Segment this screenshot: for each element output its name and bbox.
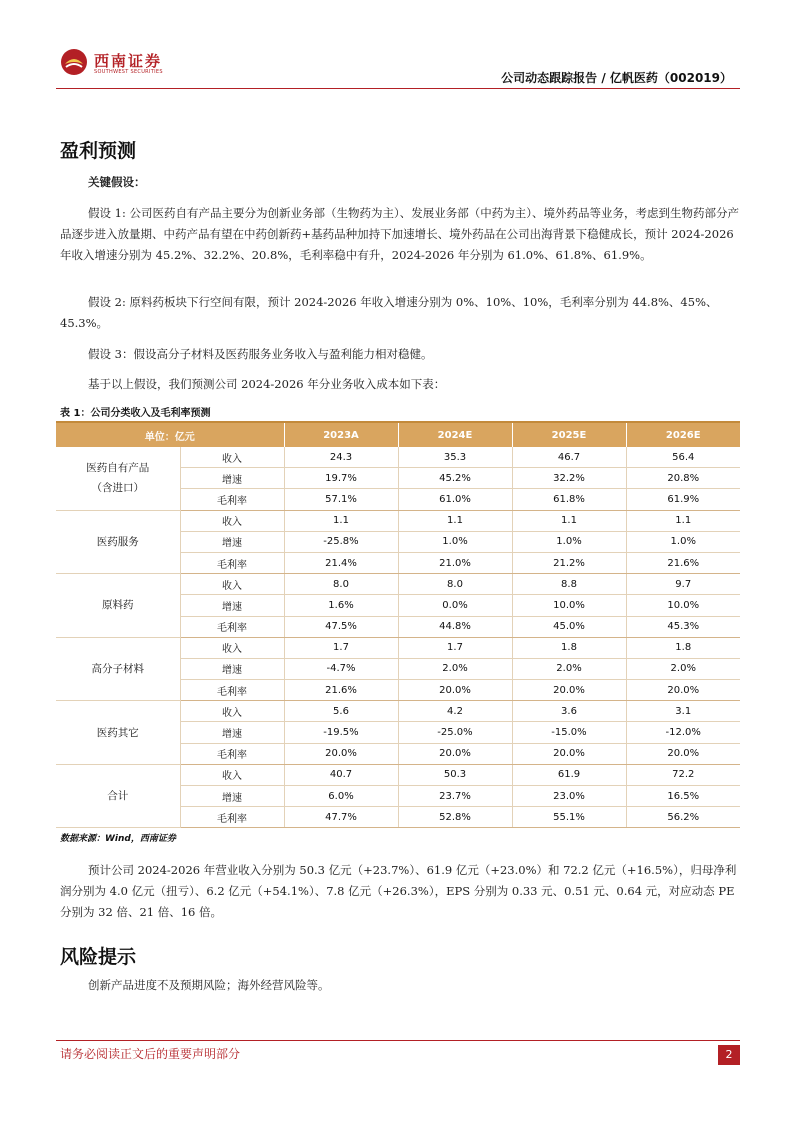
value-cell: 45.0% <box>512 616 626 637</box>
page-header <box>0 0 794 90</box>
table-body <box>56 447 740 828</box>
logo-english-name: SOUTHWEST SECURITIES <box>94 69 163 75</box>
value-cell: -25.0% <box>398 722 512 743</box>
value-cell: 32.2% <box>512 468 626 489</box>
metric-label: 毛利率 <box>180 489 284 510</box>
data-source: 数据来源：Wind，西南证券 <box>60 834 176 844</box>
value-cell: 9.7 <box>626 574 740 595</box>
value-cell: 56.4 <box>626 447 740 468</box>
assumption-2: 假设 2: 原料药板块下行空间有限，预计 2024-2026 年收入增速分别为 0%、10%、10%，毛利率分别为 44.8%、45%、45.3%。 <box>60 295 718 330</box>
value-cell: 2.0% <box>626 658 740 679</box>
metric-label: 收入 <box>180 447 284 468</box>
value-cell: 8.0 <box>284 574 398 595</box>
table-row <box>56 701 740 722</box>
value-cell: 1.8 <box>626 637 740 658</box>
metric-label: 收入 <box>180 574 284 595</box>
value-cell: 23.7% <box>398 786 512 807</box>
value-cell: 20.0% <box>284 743 398 764</box>
value-cell: 20.0% <box>512 743 626 764</box>
metric-label: 增速 <box>180 722 284 743</box>
value-cell: 21.0% <box>398 552 512 573</box>
value-cell: 1.1 <box>398 510 512 531</box>
year-header: 2026E <box>626 423 740 447</box>
value-cell: 16.5% <box>626 786 740 807</box>
value-cell: -25.8% <box>284 531 398 552</box>
value-cell: 1.1 <box>284 510 398 531</box>
value-cell: 8.0 <box>398 574 512 595</box>
value-cell: 44.8% <box>398 616 512 637</box>
value-cell: 40.7 <box>284 764 398 785</box>
value-cell: 46.7 <box>512 447 626 468</box>
value-cell: 20.0% <box>398 680 512 701</box>
value-cell: 1.0% <box>512 531 626 552</box>
metric-label: 毛利率 <box>180 743 284 764</box>
value-cell: 0.0% <box>398 595 512 616</box>
metric-label: 毛利率 <box>180 616 284 637</box>
segment-name: 高分子材料 <box>56 637 180 701</box>
table-caption: 表 1：公司分类收入及毛利率预测 <box>60 408 211 419</box>
value-cell: 19.7% <box>284 468 398 489</box>
value-cell: 61.9 <box>512 764 626 785</box>
value-cell: 61.9% <box>626 489 740 510</box>
value-cell: 72.2 <box>626 764 740 785</box>
value-cell: 21.6% <box>284 680 398 701</box>
assumption-3: 假设 3：假设高分子材料及医药服务业务收入与盈利能力相对稳健。 <box>88 347 433 361</box>
segment-name: 医药其它 <box>56 701 180 765</box>
value-cell: 21.4% <box>284 552 398 573</box>
value-cell: 2.0% <box>398 658 512 679</box>
table-row <box>56 574 740 595</box>
value-cell: 55.1% <box>512 807 626 828</box>
value-cell: 21.6% <box>626 552 740 573</box>
value-cell: 2.0% <box>512 658 626 679</box>
metric-label: 增速 <box>180 531 284 552</box>
value-cell: -12.0% <box>626 722 740 743</box>
value-cell: 20.0% <box>512 680 626 701</box>
value-cell: 1.0% <box>626 531 740 552</box>
metric-label: 毛利率 <box>180 807 284 828</box>
value-cell: 21.2% <box>512 552 626 573</box>
value-cell: 52.8% <box>398 807 512 828</box>
logo-emblem-icon <box>60 48 88 76</box>
value-cell: 6.0% <box>284 786 398 807</box>
risk-text: 创新产品进度不及预期风险；海外经营风险等。 <box>88 978 330 992</box>
logo-chinese-name: 西南证券 <box>94 52 163 70</box>
value-cell: 1.1 <box>512 510 626 531</box>
profit-forecast-heading: 盈利预测 <box>60 140 137 162</box>
segment-name: 合计 <box>56 764 180 828</box>
metric-label: 增速 <box>180 468 284 489</box>
table-row <box>56 764 740 785</box>
forecast-lead-in: 基于以上假设，我们预测公司 2024-2026 年分业务收入成本如下表： <box>88 377 446 391</box>
metric-label: 收入 <box>180 637 284 658</box>
value-cell: 23.0% <box>512 786 626 807</box>
segment-name: 医药服务 <box>56 510 180 574</box>
value-cell: -4.7% <box>284 658 398 679</box>
value-cell: 56.2% <box>626 807 740 828</box>
assumption-1: 假设 1: 公司医药自有产品主要分为创新业务部（生物药为主）、发展业务部（中药为主）、境外药品等业务，考虑到生物药部分产品逐步进入放量期、中药产品有望在中药创新药+基药品种加持下加速增长、境外药品在公司出海背景下稳健成长，预计 2024-2026 年收入增速分别为 45.2%、32.2%、20.8%，毛利率稳中有升，2024-2026 年分别为 61.0%、61.8%、61.9%。 <box>60 206 739 262</box>
page-number: 2 <box>718 1045 740 1065</box>
value-cell: 4.2 <box>398 701 512 722</box>
forecast-summary: 预计公司 2024-2026 年营业收入分别为 50.3 亿元（+23.7%）、61.9 亿元（+23.0%）和 72.2 亿元（+16.5%），归母净利润分别为 4.0 亿元（扭亏）、6.2 亿元（+54.1%）、7.8 亿元（+26.3%），EPS 分别为 0.33 元、0.51 元、0.64 元，对应动态 PE 分别为 32 倍、21 倍、16 倍。 <box>60 863 737 919</box>
value-cell: 10.0% <box>512 595 626 616</box>
segment-name: 医药自有产品 （含进口） <box>56 447 180 510</box>
metric-label: 增速 <box>180 786 284 807</box>
value-cell: 35.3 <box>398 447 512 468</box>
value-cell: 61.0% <box>398 489 512 510</box>
segment-name: 原料药 <box>56 574 180 638</box>
value-cell: 24.3 <box>284 447 398 468</box>
metric-label: 毛利率 <box>180 552 284 573</box>
value-cell: 45.3% <box>626 616 740 637</box>
unit-header: 单位：亿元 <box>56 423 284 447</box>
value-cell: 1.7 <box>284 637 398 658</box>
forecast-table <box>56 423 740 828</box>
key-assumptions-label: 关键假设： <box>88 175 146 189</box>
value-cell: 1.1 <box>626 510 740 531</box>
value-cell: -19.5% <box>284 722 398 743</box>
metric-label: 收入 <box>180 701 284 722</box>
forecast-table-wrapper <box>56 421 740 828</box>
value-cell: 47.5% <box>284 616 398 637</box>
year-header: 2025E <box>512 423 626 447</box>
value-cell: 1.8 <box>512 637 626 658</box>
value-cell: 47.7% <box>284 807 398 828</box>
value-cell: 61.8% <box>512 489 626 510</box>
header-divider <box>56 88 740 89</box>
footer-divider <box>56 1040 740 1041</box>
value-cell: 50.3 <box>398 764 512 785</box>
value-cell: 20.0% <box>626 680 740 701</box>
metric-label: 毛利率 <box>180 680 284 701</box>
metric-label: 收入 <box>180 764 284 785</box>
metric-label: 增速 <box>180 595 284 616</box>
value-cell: 8.8 <box>512 574 626 595</box>
table-header-row <box>56 423 740 447</box>
value-cell: 3.1 <box>626 701 740 722</box>
risk-heading: 风险提示 <box>60 946 137 968</box>
metric-label: 收入 <box>180 510 284 531</box>
value-cell: 20.0% <box>398 743 512 764</box>
report-title: 公司动态跟踪报告 / 亿帆医药（002019） <box>501 71 732 85</box>
table-row <box>56 447 740 468</box>
value-cell: 3.6 <box>512 701 626 722</box>
footer-disclaimer: 请务必阅读正文后的重要声明部分 <box>60 1047 241 1061</box>
year-header: 2024E <box>398 423 512 447</box>
table-row <box>56 510 740 531</box>
year-header: 2023A <box>284 423 398 447</box>
value-cell: -15.0% <box>512 722 626 743</box>
value-cell: 57.1% <box>284 489 398 510</box>
value-cell: 1.6% <box>284 595 398 616</box>
value-cell: 1.0% <box>398 531 512 552</box>
value-cell: 20.8% <box>626 468 740 489</box>
company-logo <box>60 48 170 80</box>
value-cell: 45.2% <box>398 468 512 489</box>
value-cell: 5.6 <box>284 701 398 722</box>
value-cell: 1.7 <box>398 637 512 658</box>
value-cell: 20.0% <box>626 743 740 764</box>
metric-label: 增速 <box>180 658 284 679</box>
value-cell: 10.0% <box>626 595 740 616</box>
table-row <box>56 637 740 658</box>
